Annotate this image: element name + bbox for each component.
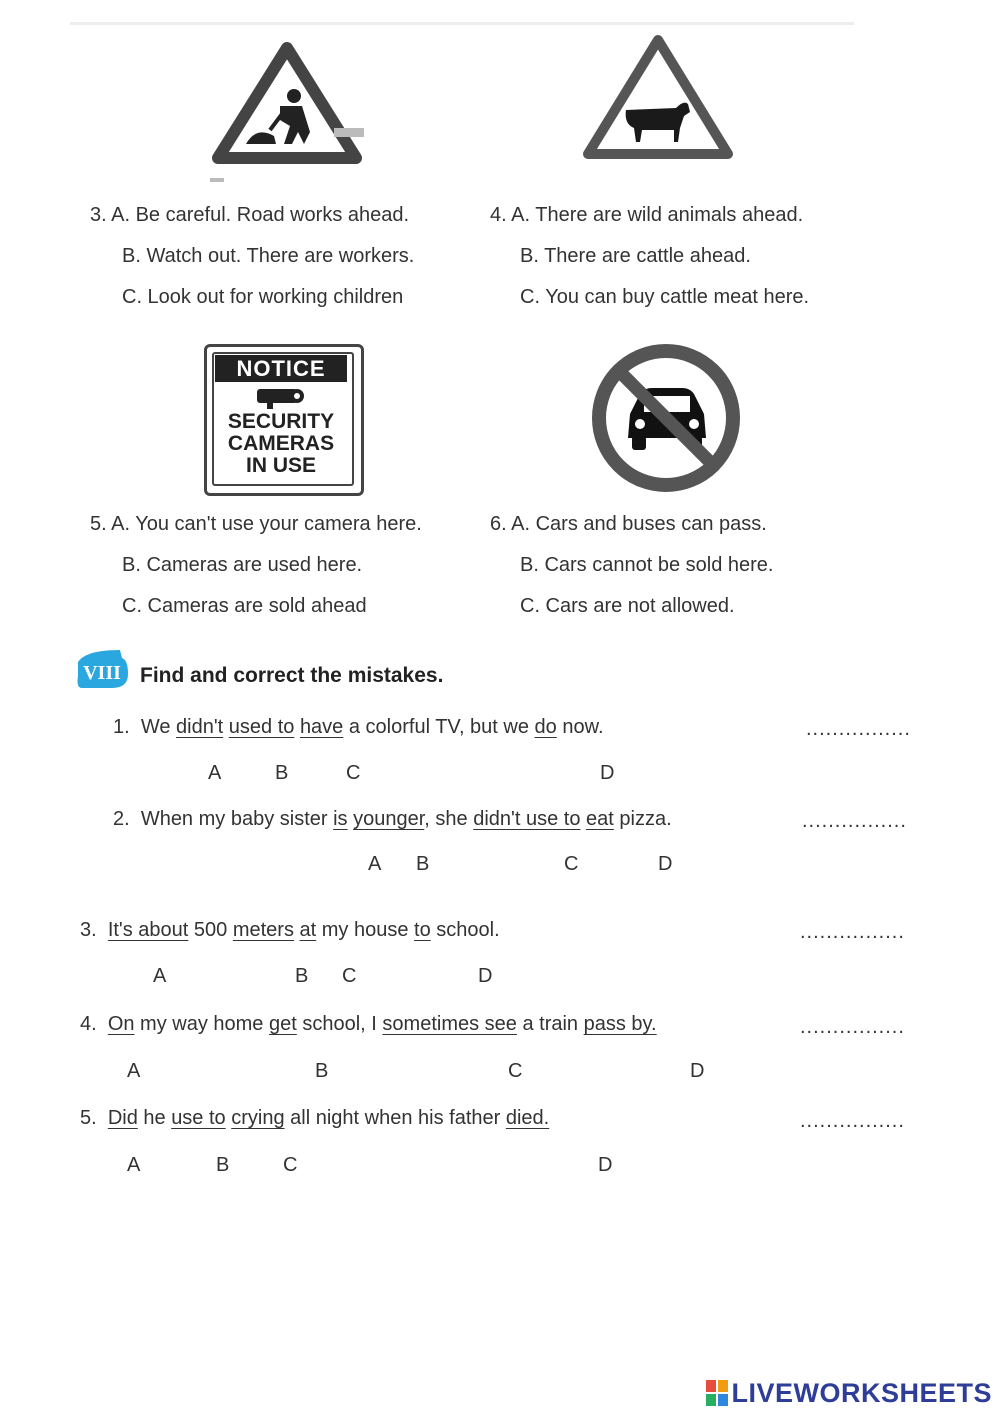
top-divider [70, 22, 854, 25]
mistake-3-sentence: 3. It's about 500 meters at my house to school. [80, 919, 500, 941]
m4-part-a: On [107, 1013, 135, 1035]
m2-label-a: A [368, 853, 382, 875]
m3-label-b: B [295, 965, 309, 987]
m1-label-d: D [600, 762, 615, 784]
q5-option-b: B. Cameras are used here. [122, 554, 363, 576]
m3-part-b: meters [232, 919, 294, 941]
m1-label-c: C [346, 762, 361, 784]
m4-part-d: pass by. [583, 1013, 657, 1035]
m4-label-a: A [127, 1060, 141, 1082]
m2-part-d: eat [586, 808, 614, 830]
m3-part-d: to [414, 919, 431, 941]
answer-blank-3[interactable]: ................ [800, 921, 905, 943]
security-label: SECURITY [227, 410, 335, 433]
m4-part-b: get [268, 1013, 297, 1035]
m5-part-c: crying [231, 1107, 285, 1129]
liveworksheets-logo-icon [706, 1380, 728, 1406]
camera-icon [253, 385, 315, 411]
roadworks-sign-icon [210, 40, 370, 190]
m3-label-d: D [478, 965, 493, 987]
m3-label-a: A [153, 965, 167, 987]
no-cars-sign-icon [588, 344, 748, 494]
m2-part-b: younger [353, 808, 425, 830]
mistake-5-sentence: 5. Did he use to crying all night when his father died. [80, 1107, 550, 1129]
q3-option-a: 3. A. Be careful. Road works ahead. [90, 204, 410, 226]
answer-blank-4[interactable]: ................ [800, 1016, 905, 1038]
mistake-1-sentence: 1. We didn't used to have a colorful TV, but we do now. [113, 716, 604, 738]
q3-option-c: C. Look out for working children [122, 286, 404, 308]
q4-option-b: B. There are cattle ahead. [520, 245, 751, 267]
m1-label-a: A [208, 762, 222, 784]
m5-label-c: C [283, 1154, 298, 1176]
cattle-sign-icon [580, 32, 740, 162]
m4-part-c: sometimes see [382, 1013, 517, 1035]
liveworksheets-logo [706, 1378, 992, 1408]
section-number: VIII [83, 662, 121, 684]
m1-label-b: B [275, 762, 289, 784]
in-use-label: IN USE [245, 454, 316, 477]
m2-part-a: is [333, 808, 348, 830]
m3-part-c: at [299, 919, 317, 941]
q3-option-b: B. Watch out. There are workers. [122, 245, 415, 267]
section-badge [76, 648, 128, 688]
m2-label-b: B [416, 853, 430, 875]
m2-label-d: D [658, 853, 673, 875]
q4-option-c: C. You can buy cattle meat here. [520, 286, 810, 308]
q5-option-c: C. Cameras are sold ahead [122, 595, 367, 617]
m5-part-b: use to [171, 1107, 226, 1129]
m5-part-d: died. [505, 1107, 550, 1129]
security-camera-sign [204, 344, 364, 496]
m5-label-d: D [598, 1154, 613, 1176]
m5-label-a: A [127, 1154, 141, 1176]
m1-part-a: didn't [176, 716, 224, 738]
m3-label-c: C [342, 965, 357, 987]
q6-option-a: 6. A. Cars and buses can pass. [490, 513, 767, 535]
mistake-4-sentence: 4. On my way home get school, I sometimes see a train pass by. [80, 1013, 657, 1035]
m1-part-c: have [299, 716, 344, 738]
m3-part-a: It's about [107, 919, 189, 941]
m1-part-d: do [534, 716, 557, 738]
m2-label-c: C [564, 853, 579, 875]
m1-part-b: used to [228, 716, 295, 738]
section-title: Find and correct the mistakes. [140, 664, 444, 687]
q6-option-c: C. Cars are not allowed. [520, 595, 735, 617]
answer-blank-1[interactable]: ................ [806, 718, 911, 740]
m4-label-c: C [508, 1060, 523, 1082]
m5-label-b: B [216, 1154, 230, 1176]
notice-label: NOTICE [215, 355, 347, 382]
m2-part-c: didn't use to [473, 808, 581, 830]
q6-option-b: B. Cars cannot be sold here. [520, 554, 774, 576]
cameras-label: CAMERAS [227, 432, 335, 455]
answer-blank-2[interactable]: ................ [802, 810, 907, 832]
q4-option-a: 4. A. There are wild animals ahead. [490, 204, 804, 226]
mistake-2-sentence: 2. When my baby sister is younger, she didn't use to eat pizza. [113, 808, 672, 830]
answer-blank-5[interactable]: ................ [800, 1110, 905, 1132]
m4-label-b: B [315, 1060, 329, 1082]
m4-label-d: D [690, 1060, 705, 1082]
m5-part-a: Did [107, 1107, 138, 1129]
logo-text: LIVEWORKSHEETS [731, 1377, 992, 1408]
q5-option-a: 5. A. You can't use your camera here. [90, 513, 422, 535]
